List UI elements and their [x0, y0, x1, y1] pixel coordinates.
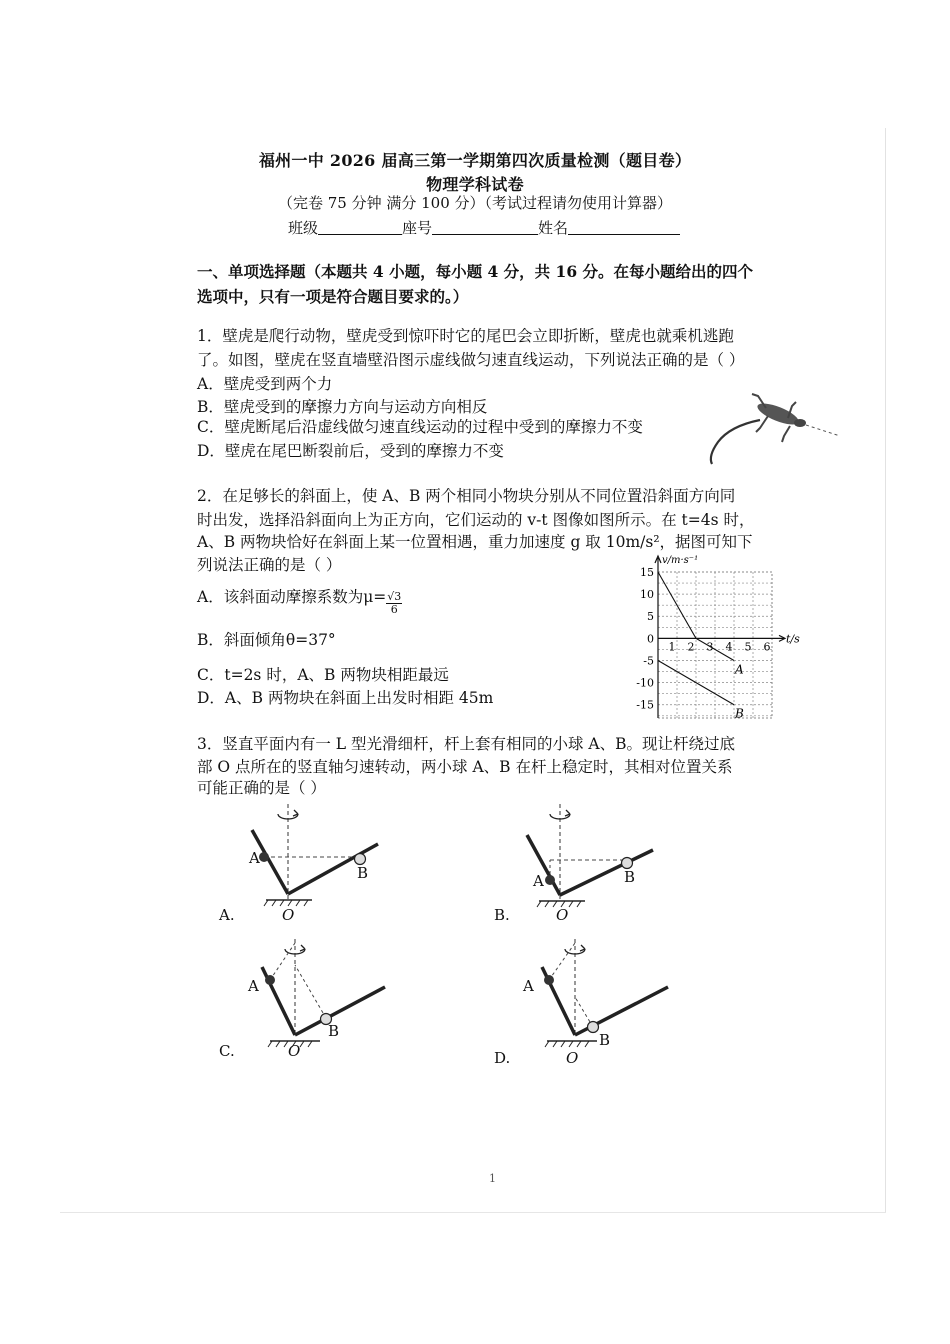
x-tick-label: 1 [668, 640, 676, 654]
sheet-edge [885, 128, 886, 1213]
ball-a [259, 852, 269, 862]
diagram-b-label-o: O [556, 906, 569, 924]
diagram-c-label-a: A [248, 977, 259, 995]
seat-field[interactable] [432, 220, 538, 235]
rod-right [295, 987, 385, 1035]
x-tick-label: 6 [763, 640, 771, 654]
q2-option-a-text: A．该斜面动摩擦系数为μ= [197, 588, 387, 606]
diagram-b-label-b: B [624, 868, 636, 886]
y-tick-label: 15 [640, 566, 654, 579]
diagram-d-label-o: O [566, 1049, 579, 1067]
y-tick-label: 10 [640, 588, 654, 602]
q2-option-a-fraction [386, 591, 402, 616]
q2-option-c: C．t=2s 时，A、B 两物块相距最远 [197, 666, 449, 684]
q3-stem-line1: 3．竖直平面内有一 L 型光滑细杆，杆上套有相同的小球 A、B。现让杆绕过底 [197, 735, 736, 753]
force-line-b [295, 965, 326, 1018]
diagram-c-label-b: B [328, 1022, 340, 1040]
diagram-d-option-label: D. [494, 1049, 511, 1067]
diagram-a-label-a: A [249, 849, 260, 867]
x-tick-label: 4 [725, 640, 733, 654]
ball-b [355, 854, 366, 865]
diagram-a-option-label: A. [219, 906, 235, 924]
sheet-edge-bottom [60, 1212, 886, 1213]
x-tick-label: 2 [687, 640, 695, 654]
diagram-c-label-o: O [288, 1042, 301, 1060]
ball-a [544, 975, 554, 985]
seat-label: 座号 [402, 219, 433, 237]
q1-option-d: D．壁虎在尾巴断裂前后，受到的摩擦力不变 [197, 442, 504, 460]
gecko-tail [711, 420, 760, 464]
diagram-b-label-a: A [533, 872, 544, 890]
force-line-a [549, 943, 575, 980]
series-label-a: A [735, 662, 744, 677]
gecko-head [794, 419, 806, 427]
force-line-a [270, 943, 295, 980]
q2-stem-line1: 2．在足够长的斜面上，使 A、B 两个相同小物块分别从不同位置沿斜面方向同 [197, 487, 736, 505]
y-axis-label: v/m·s⁻¹ [662, 555, 699, 566]
q2-stem-line2: 时出发，选择沿斜面向上为正方向，它们运动的 v-t 图像如图所示。在 t=4s 时， [197, 511, 755, 529]
q1-option-a: A．壁虎受到两个力 [197, 375, 333, 393]
diagram-a-label-b: B [357, 864, 369, 882]
section-heading-line1: 一、单项选择题（本题共 4 小题，每小题 4 分，共 16 分。在每小题给出的四个 [197, 262, 754, 281]
q2-option-b: B．斜面倾角θ=37° [197, 631, 336, 649]
y-tick-label: 5 [647, 610, 654, 624]
y-tick-label: 0 [647, 632, 654, 646]
q2-option-a [197, 585, 402, 616]
series-label-b: B [735, 706, 744, 721]
q3-stem-line3: 可能正确的是（ ） [197, 779, 326, 797]
q1-stem-line1: 1．壁虎是爬行动物，壁虎受到惊吓时它的尾巴会立即折断，壁虎也就乘机逃跑 [197, 327, 734, 345]
page-number: 1 [489, 1172, 496, 1185]
q2-stem-line4: 列说法正确的是（ ） [197, 556, 342, 574]
q2-option-d: D．A、B 两物块在斜面上出发时相距 45m [197, 689, 494, 707]
ball-a [545, 875, 555, 885]
diagram-c [240, 935, 395, 1050]
class-label: 班级 [288, 219, 319, 237]
x-tick-label: 5 [744, 640, 752, 654]
y-tick-label: -5 [643, 654, 654, 668]
chart-tick-labels [636, 555, 800, 712]
vt-chart [610, 550, 800, 725]
diagram-b-option-label: B. [494, 906, 510, 924]
q1-option-b: B．壁虎受到的摩擦力方向与运动方向相反 [197, 398, 488, 416]
diagram-d-label-b: B [599, 1031, 611, 1049]
y-tick-label: -15 [636, 698, 654, 712]
exam-meta: （完卷 75 分钟 满分 100 分）（考试过程请勿使用计算器） [277, 194, 673, 212]
name-label: 姓名 [538, 219, 569, 237]
ground-hatch [545, 1041, 589, 1047]
q3-stem-line2: 部 O 点所在的竖直轴匀速转动，两小球 A、B 在杆上稳定时，其相对位置关系 [197, 758, 733, 776]
q2-stem-line3: A、B 两物块恰好在斜面上某一位置相遇，重力加速度 g 取 10m/s²，据图可知下 [197, 533, 753, 551]
ball-a [265, 975, 275, 985]
y-tick-label: -10 [636, 676, 654, 690]
q1-option-c: C．壁虎断尾后沿虚线做匀速直线运动的过程中受到的摩擦力不变 [197, 418, 643, 436]
class-field[interactable] [318, 220, 402, 235]
q1-stem-line2: 了。如图，壁虎在竖直墙壁沿图示虚线做匀速直线运动，下列说法正确的是（ ） [197, 351, 745, 369]
fraction-denominator: 6 [390, 603, 398, 616]
exam-subject: 物理学科试卷 [426, 175, 524, 194]
gecko-illustration [700, 378, 845, 468]
section-heading-line2: 选项中，只有一项是符合题目要求的。） [197, 287, 469, 306]
diagram-d-label-a: A [523, 977, 534, 995]
name-field[interactable] [568, 220, 680, 235]
gecko-path-line [806, 425, 840, 436]
diagram-b [505, 800, 665, 910]
rod-right [560, 850, 653, 895]
diagram-c-option-label: C. [219, 1042, 235, 1060]
fraction-numerator: √3 [387, 590, 402, 603]
diagram-a-label-o: O [282, 906, 295, 924]
x-axis-label: t/s [786, 632, 800, 646]
exam-title: 福州一中 2026 届高三第一学期第四次质量检测（题目卷） [258, 151, 692, 170]
ball-b [622, 858, 633, 869]
x-tick-label: 3 [706, 640, 714, 654]
ball-b [588, 1022, 599, 1033]
student-info-row [288, 217, 680, 238]
